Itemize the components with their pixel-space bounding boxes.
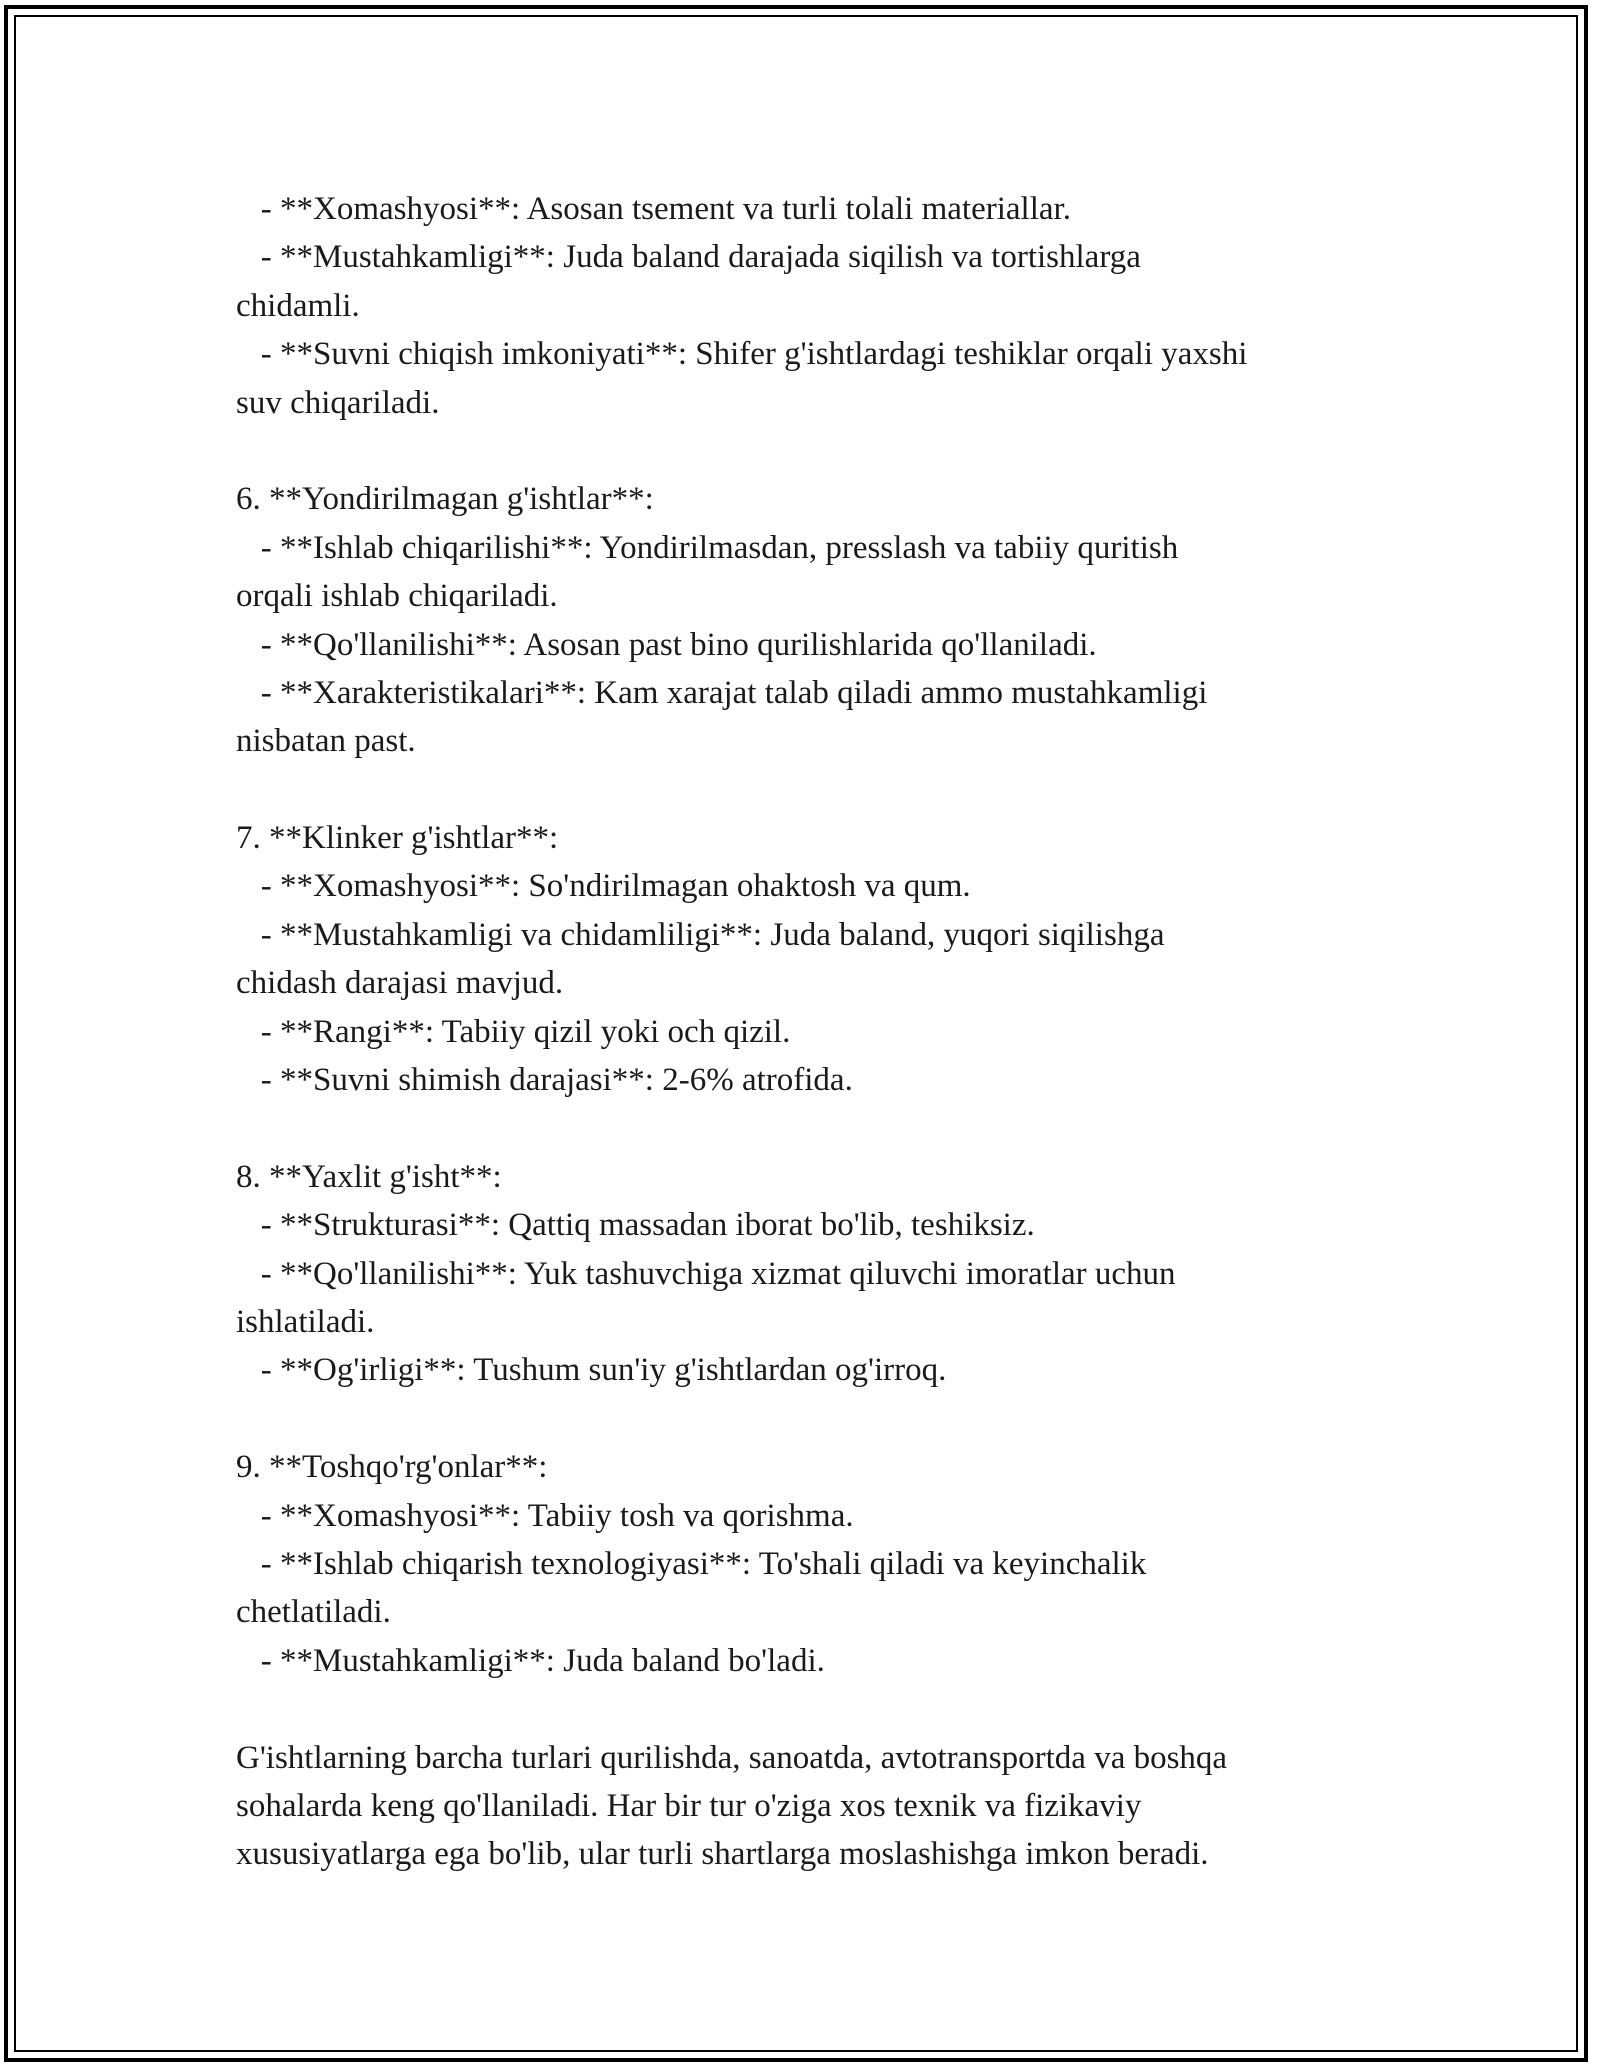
list-item-continuation: ishlatiladi. bbox=[236, 1303, 375, 1340]
document-body bbox=[236, 185, 1366, 1879]
conclusion-paragraph-line: xususiyatlarga ega bo'lib, ular turli shartlarga moslashishga imkon beradi. bbox=[236, 1836, 1209, 1873]
paragraph-spacer bbox=[236, 1395, 1366, 1443]
list-item: - **Mustahkamligi**: Juda baland darajada siqilish va tortishlarga bbox=[236, 239, 1141, 276]
list-item: - **Strukturasi**: Qattiq massadan iborat bo'lib, teshiksiz. bbox=[236, 1207, 1035, 1244]
conclusion-paragraph-line: sohalarda keng qo'llaniladi. Har bir tur o'ziga xos texnik va fizikaviy bbox=[236, 1787, 1142, 1824]
list-item: - **Rangi**: Tabiiy qizil yoki och qizil. bbox=[236, 1013, 791, 1050]
list-item: - **Suvni chiqish imkoniyati**: Shifer g'ishtlardagi teshiklar orqali yaxshi bbox=[236, 336, 1248, 373]
section-heading: 9. **Toshqo'rg'onlar**: bbox=[236, 1449, 548, 1486]
list-item-continuation: orqali ishlab chiqariladi. bbox=[236, 578, 558, 615]
list-item-continuation: chetlatiladi. bbox=[236, 1594, 391, 1631]
list-item: - **Ishlab chiqarilishi**: Yondirilmasdan, presslash va tabiiy quritish bbox=[236, 529, 1179, 566]
list-item-continuation: chidamli. bbox=[236, 287, 360, 324]
conclusion-paragraph-line: G'ishtlarning barcha turlari qurilishda, sanoatda, avtotransportda va boshqa bbox=[236, 1739, 1228, 1776]
list-item: - **Xomashyosi**: Tabiiy tosh va qorishma. bbox=[236, 1497, 854, 1534]
paragraph-spacer bbox=[236, 427, 1366, 475]
list-item: - **Mustahkamligi va chidamliligi**: Juda baland, yuqori siqilishga bbox=[236, 916, 1165, 953]
list-item: - **Xomashyosi**: Asosan tsement va turli tolali materiallar. bbox=[236, 191, 1071, 227]
list-item-continuation: nisbatan past. bbox=[236, 723, 416, 760]
section-heading: 8. **Yaxlit g'isht**: bbox=[236, 1158, 502, 1195]
paragraph-spacer bbox=[236, 1685, 1366, 1733]
section-heading: 7. **Klinker g'ishtlar**: bbox=[236, 820, 559, 857]
list-item: - **Qo'llanilishi**: Yuk tashuvchiga xizmat qiluvchi imoratlar uchun bbox=[236, 1255, 1176, 1292]
list-item-continuation: suv chiqariladi. bbox=[236, 384, 440, 421]
list-item: - **Og'irligi**: Tushum sun'iy g'ishtlardan og'irroq. bbox=[236, 1352, 947, 1389]
list-item: - **Suvni shimish darajasi**: 2-6% atrofida. bbox=[236, 1062, 853, 1099]
paragraph-spacer bbox=[236, 1104, 1366, 1152]
list-item: - **Ishlab chiqarish texnologiyasi**: To'shali qiladi va keyinchalik bbox=[236, 1545, 1147, 1582]
section-heading: 6. **Yondirilmagan g'ishtlar**: bbox=[236, 481, 654, 518]
list-item-continuation: chidash darajasi mavjud. bbox=[236, 965, 564, 1002]
list-item: - **Qo'llanilishi**: Asosan past bino qurilishlarida qo'llaniladi. bbox=[236, 626, 1097, 663]
list-item: - **Mustahkamligi**: Juda baland bo'ladi. bbox=[236, 1642, 825, 1679]
paragraph-spacer bbox=[236, 766, 1366, 814]
list-item: - **Xomashyosi**: So'ndirilmagan ohaktosh va qum. bbox=[236, 868, 971, 905]
list-item: - **Xarakteristikalari**: Kam xarajat talab qiladi ammo mustahkamligi bbox=[236, 674, 1208, 711]
